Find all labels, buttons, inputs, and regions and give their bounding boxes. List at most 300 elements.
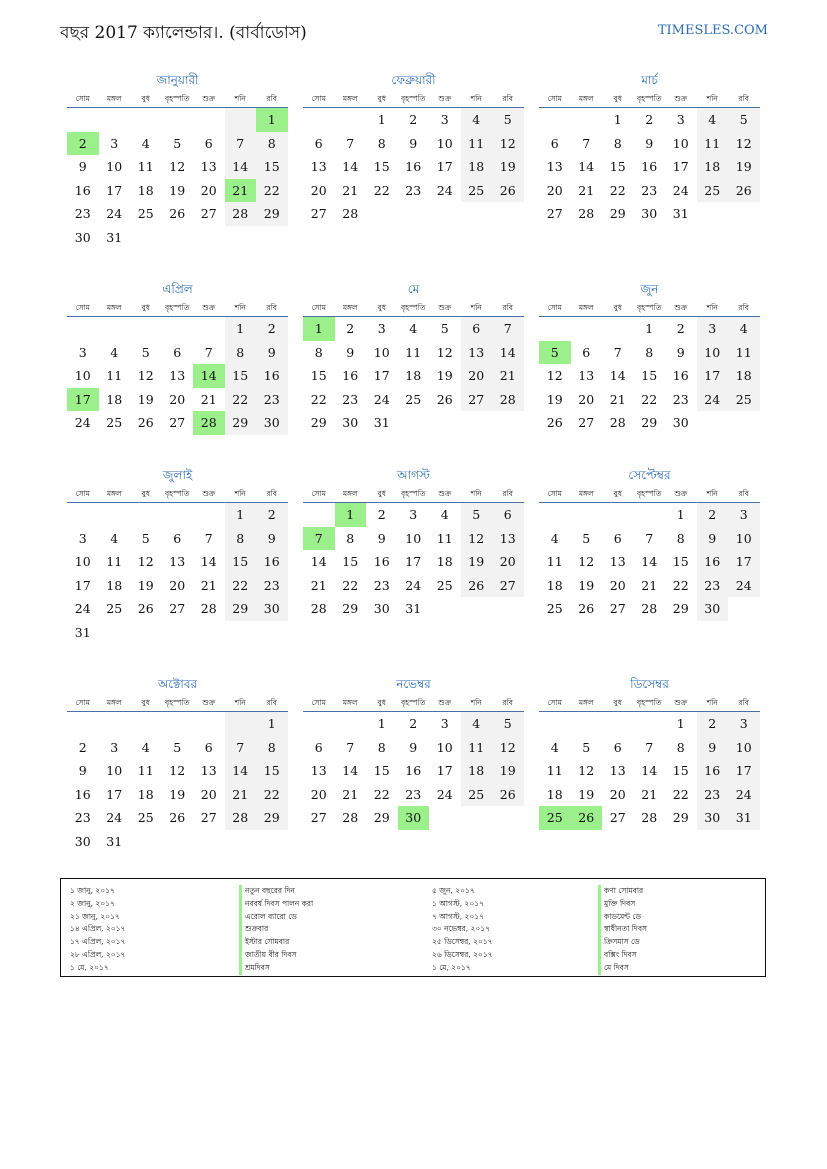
week-row [67, 179, 288, 203]
week-row [303, 132, 524, 156]
empty-cell [256, 621, 288, 645]
day-cell: 5 [173, 739, 182, 755]
week-row [539, 341, 760, 365]
day-cell: 1 [377, 112, 386, 127]
day-cell: 25 [546, 601, 563, 616]
day-cell: 10 [74, 554, 91, 569]
empty-cell [697, 202, 729, 226]
week-row [539, 364, 760, 388]
day-cell: 21 [641, 786, 658, 802]
day-cell: 13 [310, 763, 327, 778]
weekday-label: বৃহস্পতি [637, 698, 662, 707]
day-cell: 30 [697, 806, 729, 830]
month-calendar [539, 72, 760, 226]
week-row [303, 179, 524, 203]
day-cell: 15 [225, 364, 257, 388]
weekday-label: সোম [311, 489, 326, 498]
day-cell: 4 [728, 317, 760, 341]
week-row [539, 179, 760, 203]
weekday-label: মঙ্গল [578, 94, 594, 103]
empty-cell [162, 621, 194, 645]
day-cell: 18 [137, 182, 154, 198]
weekday-header [539, 488, 760, 503]
day-cell: 22 [225, 574, 257, 598]
day-cell: 10 [697, 341, 729, 365]
day-cell: 29 [342, 601, 359, 616]
day-cell: 22 [310, 391, 327, 407]
weekday-label: শুক্র [202, 94, 216, 103]
day-cell: 29 [310, 415, 327, 430]
day-cell: 22 [373, 786, 390, 802]
weekday-label: বুধ [141, 303, 150, 312]
day-cell: 5 [728, 108, 760, 132]
weekday-label: বৃহস্পতি [165, 94, 190, 103]
holiday-name: স্বাধীনতা দিবস [598, 923, 647, 936]
weekday-header [67, 302, 288, 317]
week-row [539, 108, 760, 132]
day-cell: 26 [461, 574, 493, 598]
day-cell: 2 [346, 321, 355, 336]
weekday-label: বুধ [613, 698, 622, 707]
weekday-header [303, 488, 524, 503]
day-cell: 14 [641, 554, 658, 569]
weekday-label: মঙ্গল [342, 489, 358, 498]
month-name: জুলাই [162, 468, 193, 482]
day-cell: 24 [74, 415, 91, 430]
day-cell: 4 [461, 108, 493, 132]
empty-cell [429, 411, 461, 435]
day-cell: 27 [310, 810, 327, 825]
weekday-label: সোম [547, 489, 562, 498]
week-row [67, 621, 288, 645]
weekday-label: শনি [234, 698, 246, 707]
day-cell: 9 [409, 135, 418, 151]
weekday-label: রবি [266, 698, 277, 707]
day-cell: 21 [578, 182, 595, 198]
empty-cell [193, 108, 225, 132]
day-cell: 9 [346, 344, 355, 360]
day-cell: 28 [193, 411, 225, 435]
day-cell: 14 [609, 368, 626, 383]
day-cell: 30 [256, 597, 288, 621]
day-cell: 8 [645, 344, 654, 360]
day-cell: 12 [169, 763, 186, 778]
month-name: ডিসেম্বর [630, 677, 669, 691]
day-cell: 1 [256, 108, 288, 132]
day-cell: 11 [405, 344, 422, 360]
day-cell: 3 [78, 530, 87, 546]
day-cell: 29 [256, 806, 288, 830]
weekday-label: রবি [502, 303, 513, 312]
week-row [67, 364, 288, 388]
day-cell: 25 [137, 810, 154, 825]
week-row [303, 806, 524, 830]
empty-cell [335, 108, 367, 132]
week-row [539, 411, 760, 435]
week-row [67, 806, 288, 830]
day-cell: 13 [461, 341, 493, 365]
day-cell: 25 [137, 206, 154, 221]
weekday-label: সোম [75, 489, 90, 498]
day-cell: 3 [440, 112, 449, 127]
holiday-date: ২৬ ডিসেম্বর, ২০১৭ [432, 949, 493, 959]
day-cell: 22 [225, 388, 257, 412]
day-cell: 17 [672, 159, 689, 174]
month-name: জুন [640, 282, 659, 296]
day-cell: 4 [550, 739, 559, 755]
day-cell: 9 [256, 341, 288, 365]
holiday-date: ১৪ এপ্রিল, ২০১৭ [70, 924, 126, 934]
week-row [67, 574, 288, 598]
day-cell: 16 [342, 368, 359, 383]
week-row [67, 830, 288, 854]
week-row [67, 411, 288, 435]
empty-cell [492, 806, 524, 830]
weekday-label: বৃহস্পতি [165, 489, 190, 498]
page-title: বছর 2017 ক্যালেন্ডার।. (বার্বাডোস) [60, 23, 307, 43]
holiday-date: ১ মে, ২০১৭ [70, 962, 109, 972]
day-cell: 30 [697, 597, 729, 621]
day-cell: 12 [492, 132, 524, 156]
day-cell: 4 [440, 507, 449, 522]
day-cell: 17 [106, 786, 123, 802]
empty-cell [634, 712, 666, 736]
month-calendar [539, 281, 760, 435]
day-cell: 17 [373, 368, 390, 383]
day-cell: 27 [200, 810, 217, 825]
weekday-header [67, 697, 288, 712]
day-cell: 2 [697, 712, 729, 736]
empty-cell [162, 108, 194, 132]
day-cell: 26 [492, 179, 524, 203]
weekday-label: মঙ্গল [342, 94, 358, 103]
holiday-name: বক্সিং দিবস [598, 949, 647, 962]
day-cell: 31 [728, 806, 760, 830]
day-cell: 19 [728, 155, 760, 179]
day-cell: 7 [613, 344, 622, 360]
day-cell: 21 [225, 783, 257, 807]
weekday-label: বৃহস্পতি [165, 698, 190, 707]
day-cell: 23 [74, 810, 91, 825]
empty-cell [130, 317, 162, 341]
day-cell: 7 [346, 739, 355, 755]
week-row [303, 202, 524, 226]
day-cell: 17 [728, 759, 760, 783]
weekday-label: মঙ্গল [106, 489, 122, 498]
empty-cell [634, 503, 666, 527]
day-cell: 1 [256, 712, 288, 736]
day-cell: 8 [225, 341, 257, 365]
weekday-label: শনি [706, 303, 718, 312]
day-cell: 12 [436, 344, 453, 360]
day-cell: 24 [106, 810, 123, 825]
weekday-label: বুধ [141, 489, 150, 498]
week-row [67, 202, 288, 226]
weekday-label: মঙ্গল [578, 303, 594, 312]
weekday-label: সোম [311, 94, 326, 103]
day-cell: 11 [697, 132, 729, 156]
day-cell: 6 [613, 530, 622, 546]
weekday-label: শনি [470, 489, 482, 498]
day-cell: 4 [110, 530, 119, 546]
day-cell: 29 [672, 601, 689, 616]
day-cell: 24 [697, 388, 729, 412]
day-cell: 10 [672, 135, 689, 151]
day-cell: 4 [697, 108, 729, 132]
day-cell: 26 [169, 810, 186, 825]
empty-cell [461, 806, 493, 830]
day-cell: 22 [641, 391, 658, 407]
day-cell: 9 [697, 527, 729, 551]
day-cell: 5 [492, 108, 524, 132]
day-cell: 22 [609, 182, 626, 198]
day-cell: 11 [461, 736, 493, 760]
day-cell: 18 [461, 759, 493, 783]
day-cell: 12 [169, 159, 186, 174]
week-row [303, 527, 524, 551]
empty-cell [193, 712, 225, 736]
holiday-names-left [239, 885, 313, 975]
empty-cell [571, 712, 603, 736]
empty-cell [492, 411, 524, 435]
day-cell: 30 [74, 229, 91, 245]
day-cell: 19 [492, 155, 524, 179]
empty-cell [67, 503, 99, 527]
brand-link[interactable]: TIMESLES.COM [657, 23, 768, 38]
empty-cell [539, 108, 571, 132]
week-row [303, 108, 524, 132]
day-cell: 28 [200, 601, 217, 616]
day-cell: 10 [728, 527, 760, 551]
weekday-header [67, 93, 288, 108]
empty-cell [602, 503, 634, 527]
day-cell: 26 [546, 415, 563, 430]
day-cell: 3 [78, 344, 87, 360]
month-name: অক্টোবর [157, 677, 198, 691]
empty-cell [67, 712, 99, 736]
day-cell: 15 [373, 159, 390, 174]
day-cell: 30 [342, 415, 359, 430]
weekday-label: শনি [706, 489, 718, 498]
day-cell: 19 [169, 182, 186, 198]
day-cell: 30 [256, 411, 288, 435]
weekday-label: শনি [470, 303, 482, 312]
weekday-label: বুধ [613, 303, 622, 312]
day-cell: 16 [256, 364, 288, 388]
week-row [67, 341, 288, 365]
day-cell: 5 [440, 321, 449, 336]
day-cell: 5 [141, 344, 150, 360]
day-cell: 19 [492, 759, 524, 783]
day-cell: 28 [609, 415, 626, 430]
day-cell: 8 [225, 527, 257, 551]
week-row [67, 226, 288, 250]
day-cell: 2 [67, 132, 99, 156]
day-cell: 8 [676, 739, 685, 755]
empty-cell [225, 621, 257, 645]
day-cell: 3 [440, 716, 449, 731]
week-row [303, 388, 524, 412]
day-cell: 7 [492, 317, 524, 341]
day-cell: 26 [137, 415, 154, 430]
empty-cell [461, 202, 493, 226]
day-cell: 31 [405, 601, 422, 616]
week-row [67, 736, 288, 760]
day-cell: 21 [492, 364, 524, 388]
day-cell: 14 [310, 554, 327, 569]
day-cell: 18 [405, 368, 422, 383]
day-cell: 22 [373, 182, 390, 198]
weekday-label: মঙ্গল [106, 698, 122, 707]
day-cell: 15 [672, 554, 689, 569]
weekday-label: বুধ [377, 489, 386, 498]
day-cell: 7 [645, 530, 654, 546]
day-cell: 4 [461, 712, 493, 736]
empty-cell [256, 226, 288, 250]
day-cell: 1 [676, 716, 685, 731]
day-cell: 23 [672, 391, 689, 407]
day-cell: 29 [256, 202, 288, 226]
weekday-label: রবি [738, 489, 749, 498]
day-cell: 13 [200, 159, 217, 174]
empty-cell [571, 108, 603, 132]
day-cell: 12 [137, 554, 154, 569]
weekday-label: শুক্র [438, 303, 452, 312]
day-cell: 26 [728, 179, 760, 203]
day-cell: 18 [728, 364, 760, 388]
day-cell: 4 [110, 344, 119, 360]
weekday-label: বুধ [377, 698, 386, 707]
day-cell: 9 [676, 344, 685, 360]
month-name: মার্চ [641, 73, 658, 87]
week-row [67, 527, 288, 551]
day-cell: 11 [106, 554, 123, 569]
day-cell: 5 [461, 503, 493, 527]
day-cell: 18 [461, 155, 493, 179]
week-row [303, 574, 524, 598]
day-cell: 23 [697, 574, 729, 598]
day-cell: 23 [256, 388, 288, 412]
day-cell: 27 [461, 388, 493, 412]
week-row [67, 155, 288, 179]
holiday-name: জাতীয় বীর দিবস [239, 949, 313, 962]
day-cell: 2 [697, 503, 729, 527]
day-cell: 10 [106, 763, 123, 778]
day-cell: 25 [539, 806, 571, 830]
day-cell: 8 [377, 135, 386, 151]
day-cell: 8 [676, 530, 685, 546]
day-cell: 15 [256, 759, 288, 783]
month-calendar [67, 72, 288, 249]
empty-cell [602, 712, 634, 736]
day-cell: 25 [697, 179, 729, 203]
day-cell: 28 [225, 806, 257, 830]
week-row [67, 317, 288, 341]
day-cell: 6 [204, 739, 213, 755]
day-cell: 15 [672, 763, 689, 778]
day-cell: 28 [310, 601, 327, 616]
day-cell: 16 [74, 182, 91, 198]
month-calendar [67, 467, 288, 644]
day-cell: 17 [697, 364, 729, 388]
week-row [303, 759, 524, 783]
day-cell: 12 [578, 554, 595, 569]
day-cell: 15 [641, 368, 658, 383]
week-row [539, 806, 760, 830]
empty-cell [461, 597, 493, 621]
day-cell: 13 [609, 554, 626, 569]
day-cell: 16 [373, 554, 390, 569]
weekday-label: রবি [266, 489, 277, 498]
day-cell: 3 [377, 321, 386, 336]
empty-cell [398, 202, 430, 226]
empty-cell [67, 317, 99, 341]
holiday-date: ২৫ ডিসেম্বর, ২০১৭ [432, 937, 493, 947]
day-cell: 25 [106, 601, 123, 616]
holiday-name: ক্রিসমাস ডে [598, 936, 647, 949]
week-row [539, 759, 760, 783]
day-cell: 9 [409, 739, 418, 755]
weekday-label: মঙ্গল [106, 303, 122, 312]
weekday-label: সোম [75, 303, 90, 312]
week-row [67, 550, 288, 574]
day-cell: 13 [169, 368, 186, 383]
day-cell: 11 [436, 530, 453, 546]
empty-cell [99, 621, 131, 645]
day-cell: 5 [539, 341, 571, 365]
empty-cell [99, 712, 131, 736]
day-cell: 15 [373, 763, 390, 778]
empty-cell [193, 226, 225, 250]
day-cell: 12 [461, 527, 493, 551]
week-row [539, 503, 760, 527]
weekday-label: শনি [706, 94, 718, 103]
day-cell: 27 [200, 206, 217, 221]
day-cell: 2 [676, 321, 685, 336]
holiday-date: ১ মে, ২০১৭ [432, 962, 471, 972]
week-row [539, 317, 760, 341]
week-row [303, 341, 524, 365]
day-cell: 23 [405, 786, 422, 802]
day-cell: 3 [110, 739, 119, 755]
day-cell: 5 [582, 530, 591, 546]
holiday-date: ৩০ নভেম্বর, ২০১৭ [432, 924, 491, 934]
week-row [539, 712, 760, 736]
day-cell: 23 [697, 783, 729, 807]
day-cell: 12 [492, 736, 524, 760]
week-row [67, 597, 288, 621]
empty-cell [162, 317, 194, 341]
day-cell: 8 [346, 530, 355, 546]
day-cell: 4 [550, 530, 559, 546]
day-cell: 6 [314, 739, 323, 755]
day-cell: 10 [74, 368, 91, 383]
empty-cell [130, 503, 162, 527]
day-cell: 26 [492, 783, 524, 807]
holiday-dates-right [432, 885, 493, 975]
day-cell: 14 [200, 554, 217, 569]
day-cell: 8 [377, 739, 386, 755]
day-cell: 28 [342, 206, 359, 221]
weekday-label: শুক্র [202, 303, 216, 312]
empty-cell [539, 503, 571, 527]
day-cell: 20 [578, 391, 595, 407]
day-cell: 21 [200, 391, 217, 407]
day-cell: 29 [373, 810, 390, 825]
day-cell: 13 [609, 763, 626, 778]
day-cell: 18 [137, 786, 154, 802]
day-cell: 13 [492, 527, 524, 551]
